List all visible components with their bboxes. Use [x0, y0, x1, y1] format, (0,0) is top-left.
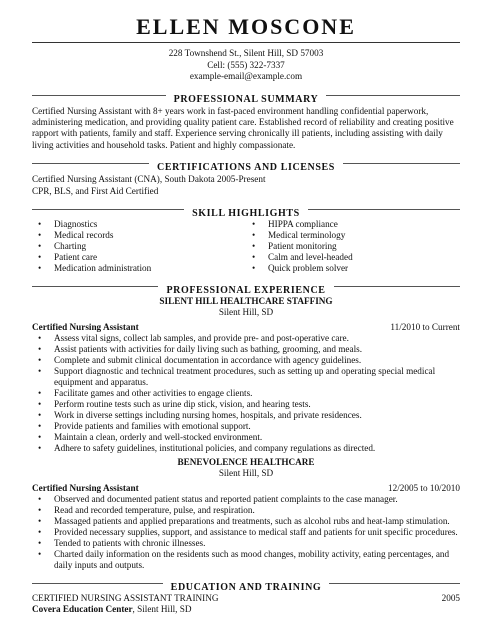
education-heading — [32, 577, 460, 593]
duty-item: • Support diagnostic and technical treatment procedures, such as setting up and operating special medical equipment and apparatus. — [32, 366, 460, 388]
experience-heading — [32, 280, 460, 296]
duty-item: • Maintain a clean, orderly and well-stocked environment. — [32, 432, 460, 443]
summary-heading — [32, 89, 460, 105]
education-program: CERTIFIED NURSING ASSISTANT TRAINING — [32, 592, 219, 603]
skill-item: • Diagnostics — [32, 219, 246, 230]
skill-item: • Medical terminology — [246, 230, 460, 241]
skill-item: • Charting — [32, 241, 246, 252]
duty-item: • Adhere to safety guidelines, institutional policies, and company regulations as directed. — [32, 443, 460, 454]
skills-heading-text: SKILL HIGHLIGHTS — [184, 208, 308, 219]
company-name: SILENT HILL HEALTHCARE STAFFING — [159, 295, 333, 306]
skill-item: • Patient monitoring — [246, 241, 460, 252]
skill-item: • Calm and level-headed — [246, 252, 460, 263]
certifications-list — [32, 174, 460, 197]
duty-item: • Assess vital signs, collect lab samples, and provide pre- and post-operative care. — [32, 333, 460, 344]
job-title-row — [32, 483, 460, 494]
certification-line: CPR, BLS, and First Aid Certified — [32, 185, 159, 196]
experience-heading-text: PROFESSIONAL EXPERIENCE — [158, 285, 333, 296]
duty-item: • Provide patients and families with emotional support. — [32, 421, 460, 432]
skill-item: • Quick problem solver — [246, 263, 460, 274]
job-dates: 12/2005 to 10/2010 — [388, 482, 460, 493]
duty-item: • Work in diverse settings including nursing homes, hospitals, and private residences. — [32, 410, 460, 421]
education-school-location: , Silent Hill, SD — [132, 603, 192, 614]
certifications-heading — [32, 157, 460, 174]
contact-block — [32, 48, 460, 83]
education-row — [32, 593, 460, 604]
address: 228 Townshend St., Silent Hill, SD 57003 — [168, 48, 324, 58]
duty-item: • Complete and submit clinical documentation in accordance with agency guidelines. — [32, 355, 460, 366]
duty-item: • Facilitate games and other activities to engage clients. — [32, 388, 460, 399]
job-title-row — [32, 322, 460, 333]
skill-item: • Medication administration — [32, 263, 246, 274]
job-dates: 11/2010 to Current — [390, 321, 460, 332]
certifications-heading-text: CERTIFICATIONS AND LICENSES — [149, 162, 343, 173]
education-year: 2005 — [441, 592, 460, 603]
skill-item: • Medical records — [32, 230, 246, 241]
company-name: BENEVOLENCE HEALTHCARE — [177, 456, 315, 467]
duty-item: • Perform routine tests such as urine dip stick, vision, and hearing tests. — [32, 399, 460, 410]
skills-heading — [32, 203, 460, 219]
cell-phone: Cell: (555) 322-7337 — [207, 59, 285, 70]
job-entry — [32, 296, 460, 454]
job-title: Certified Nursing Assistant — [32, 321, 139, 332]
education-school: Covera Education Center — [32, 603, 133, 614]
company-location: Silent Hill, SD — [218, 467, 274, 478]
duty-item: • Assist patients with activities for daily living such as bathing, grooming, and meals. — [32, 344, 460, 355]
duty-item: • Tended to patients with chronic illnesses. — [32, 538, 460, 549]
email: example-email@example.com — [189, 71, 303, 81]
summary-text: Certified Nursing Assistant with 8+ years work in fast-paced environment handling confidential paperwork, administering medication, and providing quality patient care. Established record of reliability and creating positive rapport with patients, family and staff. Experience serving chronically ill patients, including assisting with daily living activities and household tasks. Patient and highly compassionate. — [32, 105, 454, 150]
skills-right-column — [246, 219, 460, 274]
duty-item: • Massaged patients and applied preparations and treatments, such as alcohol rubs and heat-lamp stimulation. — [32, 516, 460, 527]
summary-heading-text: PROFESSIONAL SUMMARY — [166, 94, 327, 105]
skills-left-column — [32, 219, 246, 274]
education-school-line — [32, 604, 460, 615]
job-entry — [32, 457, 460, 571]
skills-columns — [32, 219, 460, 274]
skill-item: • HIPPA compliance — [246, 219, 460, 230]
education-heading-text: EDUCATION AND TRAINING — [163, 582, 330, 593]
candidate-name: ELLEN MOSCONE — [136, 14, 356, 39]
duty-item: • Provided necessary supplies, support, and assistance to medical staff and patients for unit specific procedures. — [32, 527, 460, 538]
name-divider — [32, 42, 460, 43]
skill-item: • Patient care — [32, 252, 246, 263]
certification-line: Certified Nursing Assistant (CNA), South Dakota 2005-Present — [32, 174, 266, 185]
company-location: Silent Hill, SD — [218, 306, 274, 317]
duty-item: • Read and recorded temperature, pulse, and respiration. — [32, 505, 460, 516]
duty-item: • Charted daily information on the residents such as mood changes, mobility activity, eating percentages, and daily inputs and outputs. — [32, 549, 460, 571]
job-title: Certified Nursing Assistant — [32, 482, 139, 493]
duty-item: • Observed and documented patient status and reported patient complaints to the case manager. — [32, 494, 460, 505]
job-duties — [32, 494, 460, 571]
job-duties — [32, 333, 460, 454]
